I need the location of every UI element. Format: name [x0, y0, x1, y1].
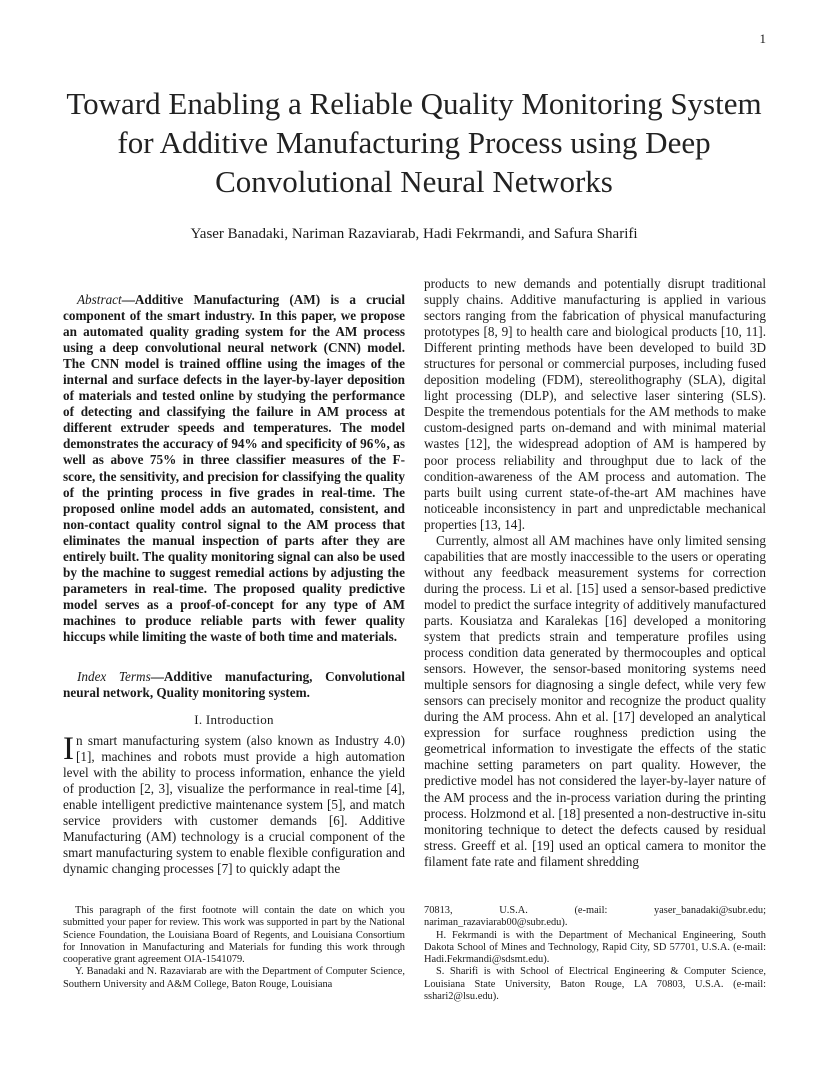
paper-title: Toward Enabling a Reliable Quality Monitoring System for Additive Manufacturing Process using Deep Convolutional Neural Networks: [66, 86, 762, 199]
footnote: 70813, U.S.A. (e-mail: yaser_banadaki@subr.edu; nariman_razaviarab00@subr.edu).: [424, 905, 766, 929]
drop-cap: I: [63, 731, 74, 767]
index-terms-paragraph: [63, 669, 405, 701]
body-paragraph: Currently, almost all AM machines have only limited sensing capabilities that are mostly inaccessible to the users or operating without any feedback measurement systems for correction during the process. Li et al. [15] used a sensor-based predictive model to predict the surface integrity of additively manufactured parts. Kousiatza and Karalekas [16] developed a monitoring system that predicts strain and temperature profiles using process condition data generated by thermocouples and optical sensors. However, the sensor-based monitoring systems need multiple sensors for diagnosing a single defect, while very few sensors can precisely monitor and recognize the product quality during the AM process. Ahn et al. [17] developed an analytical expression for surface roughness prediction using the geometrical information to investigate the effects of the static machine setting parameters on part quality. However, the predictive model has not considered the layer-by-layer nature of the AM process and the in-process variation during the printing process. Holzmond et al. [18] presented a non-destructive in-situ monitoring technique to detect the defects caused by residual stress. Greeff et al. [19] used an optical camera to monitor the filament fate rate and filament shredding: [424, 532, 766, 869]
introduction-text: [63, 733, 405, 877]
abstract-text: —Additive Manufacturing (AM) is a crucial component of the smart industry. In this paper, we propose an automated quality grading system for the AM process using a deep convolutional neural network (CNN) model. The CNN model is trained offline using the images of the internal and surface defects in the layer-by-layer deposition of materials and tested online by studying the performance of detecting and classifying the failure in AM process at different extruder speeds and temperatures. The model demonstrates the accuracy of 94% and specificity of 96%, as well as above 75% in three classifier measures of the F-score, the sensitivity, and precision for classifying the quality of the printing process in five grades in real-time. The proposed online model adds an automated, consistent, and non-contact quality control signal to the AM process that eliminates the manual inspection of parts after they are entirely built. The quality monitoring signal can also be used by the machine to suggest remedial actions by adjusting the parameters in real-time. The proposed quality predictive model serves as a proof-of-concept for any type of AM machines to produce reliable parts with fewer quality hiccups while limiting the waste of both time and materials.: [63, 292, 405, 644]
footnote: Y. Banadaki and N. Razaviarab are with the Department of Computer Science, Southern University and A&M College, Baton Rouge, Louisiana: [63, 966, 405, 990]
section-heading-introduction: I. Introduction: [194, 712, 274, 727]
intro-body: n smart manufacturing system (also known as Industry 4.0) [1], machines and robots must provide a high automation level with the ability to process information, enhance the yield of production [2, 3], visualize the performance in real-time [4], enable intelligent predictive maintenance system [5], and match service providers with customer demands [6]. Additive Manufacturing (AM) technology is a crucial component of the smart manufacturing system to enable flexible configuration and dynamic changing processes [7] to quickly adapt the: [63, 733, 405, 877]
index-terms-label: Index Terms: [77, 669, 151, 684]
author-list: Yaser Banadaki, Nariman Razaviarab, Hadi Fekrmandi, and Safura Sharifi: [190, 226, 638, 242]
intro-paragraph: [63, 733, 405, 877]
body-paragraph-continuation: products to new demands and potentially disrupt traditional supply chains. Additive manufacturing is applied in various sectors ranging from the fabrication of physical manufacturing prototypes [8, 9] to health care and biological products [10, 11]. Different printing methods have been developed to build 3D structures for personal or commercial purposes, including fused deposition modeling (FDM), stereolithography (SLA), digital light processing (DLP), and selective laser sintering (SLS). Despite the tremendous potentials for the AM methods to make custom-designed parts on-demand and with minimal material wastes [12], the widespread adoption of AM is hampered by poor process reliability and throughput due to lack of the condition-awareness of the AM process and automation. The parts built using current state-of-the-art AM machines have noticeable inconsistency in part and unpredictable mechanical properties [13, 14].: [424, 276, 766, 532]
footnote: H. Fekrmandi is with the Department of Mechanical Engineering, South Dakota School of Mines and Technology, Rapid City, SD 57701, U.S.A. (e-mail: Hadi.Fekrmandi@sdsmt.edu).: [424, 929, 766, 966]
abstract-label: Abstract: [77, 292, 122, 307]
footnote: This paragraph of the first footnote will contain the date on which you submitted your paper for review. This work was supported in part by the National Science Foundation, the Louisiana Board of Regents, and Louisiana Consortium for Innovation in Manufacturing and Materials for funding this work through cooperative grant agreement OIA-1541079.: [63, 905, 405, 966]
abstract: [63, 292, 405, 645]
index-terms: [63, 669, 405, 701]
page-number: 1: [759, 31, 766, 46]
footnotes-left: [63, 905, 405, 991]
abstract-paragraph: [63, 292, 405, 645]
index-terms-text: —Additive manufacturing, Convolutional neural network, Quality monitoring system.: [63, 669, 405, 701]
footnote: S. Sharifi is with School of Electrical Engineering & Computer Science, Louisiana State University, Baton Rouge, LA 70803, U.S.A. (e-mail: sshari2@lsu.edu).: [424, 966, 766, 1003]
right-column-body: [424, 276, 766, 870]
footnotes-right: [424, 905, 766, 1003]
